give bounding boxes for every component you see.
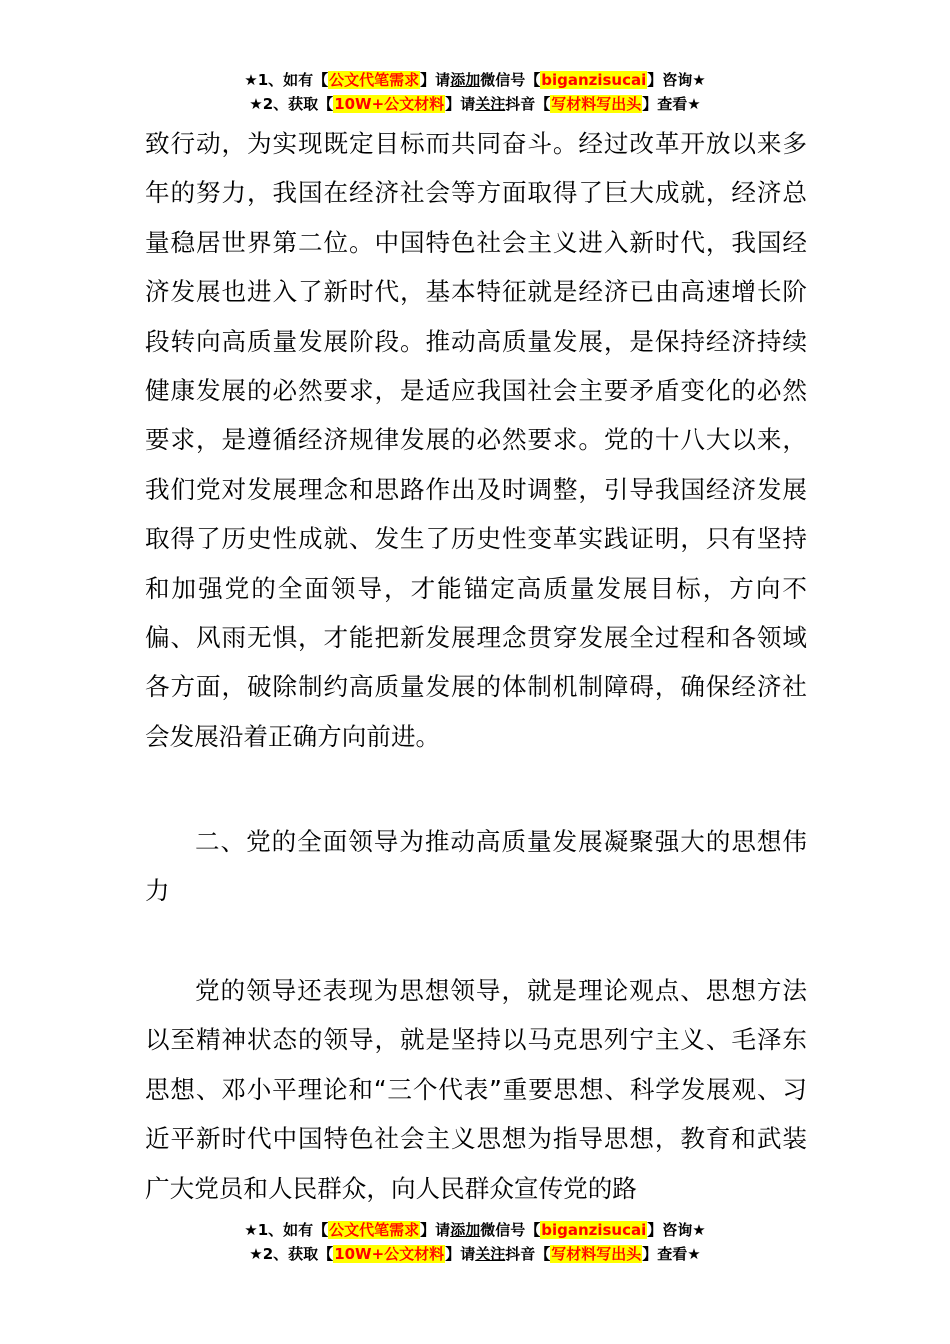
paragraph-text: 致行动，为实现既定目标而共同奋斗。经过改革开放以来多年的努力，我国在经济社会等方面取得了巨大成就，经济总量稳居世界第二位。中国特色社会主义进入新时代，我国经济发展也进入了新时代，基本特征就是经济已由高速增长阶段转向高质量发展阶段。推动高质量发展，是保持经济持续健康发展的必然要求，是适应我国社会主要矛盾变化的必然要求，是遵循经济规律发展的必然要求。党的十八大以来，我们党对发展理念和思路作出及时调整，引导我国经济发展取得了历史性成就、发生了历史性变革实践证明，只有坚持和加强党的全面领导，才能锚定高质量发展目标，方向不偏、风雨无惧，才能把新发展理念贯穿发展全过程和各领域各方面，破除制约高质量发展的体制机制障碍，确保经济社会发展沿着正确方向前进。 (145, 129, 807, 751)
banner-text: 微信号【 (480, 71, 541, 89)
banner-text: 】咨询★ (647, 1221, 706, 1239)
banner-emphasis: 添加 (450, 71, 481, 89)
footer-banner-line-1 (0, 1218, 950, 1242)
banner-highlight: biganzisucai (541, 71, 647, 89)
banner-text: ★2、获取【 (249, 95, 334, 113)
document-paragraph-2 (145, 966, 807, 1213)
banner-highlight: 公文代笔需求 (329, 71, 420, 89)
banner-highlight: 10W+公文材料 (334, 1245, 445, 1263)
banner-text: 】请 (420, 1221, 451, 1239)
banner-highlight: 写材料写出头 (551, 95, 642, 113)
banner-text: 】请 (445, 95, 476, 113)
banner-emphasis: 关注 (475, 1245, 506, 1263)
banner-text: ★2、获取【 (249, 1245, 334, 1263)
banner-text: 抖音【 (505, 1245, 551, 1263)
banner-text: 】查看★ (642, 1245, 701, 1263)
header-banner-line-1 (0, 68, 950, 92)
section-heading-2 (145, 817, 807, 916)
document-paragraph-1 (145, 119, 807, 761)
header-banner-line-2 (0, 92, 950, 116)
banner-emphasis: 关注 (475, 95, 506, 113)
banner-highlight: 写材料写出头 (551, 1245, 642, 1263)
header-banner (0, 68, 950, 116)
heading-text: 二、党的全面领导为推动高质量发展凝聚强大的思想伟力 (145, 827, 807, 906)
banner-text: 】查看★ (642, 95, 701, 113)
banner-text: 微信号【 (480, 1221, 541, 1239)
banner-emphasis: 添加 (450, 1221, 481, 1239)
footer-banner-line-2 (0, 1242, 950, 1266)
banner-text: 】请 (420, 71, 451, 89)
banner-text: 抖音【 (505, 95, 551, 113)
banner-highlight: 公文代笔需求 (329, 1221, 420, 1239)
banner-text: ★1、如有【 (244, 1221, 329, 1239)
banner-text: 】请 (445, 1245, 476, 1263)
footer-banner (0, 1218, 950, 1266)
banner-text: ★1、如有【 (244, 71, 329, 89)
banner-highlight: biganzisucai (541, 1221, 647, 1239)
paragraph-text: 党的领导还表现为思想领导，就是理论观点、思想方法以至精神状态的领导，就是坚持以马克思列宁主义、毛泽东思想、邓小平理论和“三个代表”重要思想、科学发展观、习近平新时代中国特色社会主义思想为指导思想，教育和武装广大党员和人民群众，向人民群众宣传党的路 (145, 976, 807, 1203)
banner-text: 】咨询★ (647, 71, 706, 89)
banner-highlight: 10W+公文材料 (334, 95, 445, 113)
